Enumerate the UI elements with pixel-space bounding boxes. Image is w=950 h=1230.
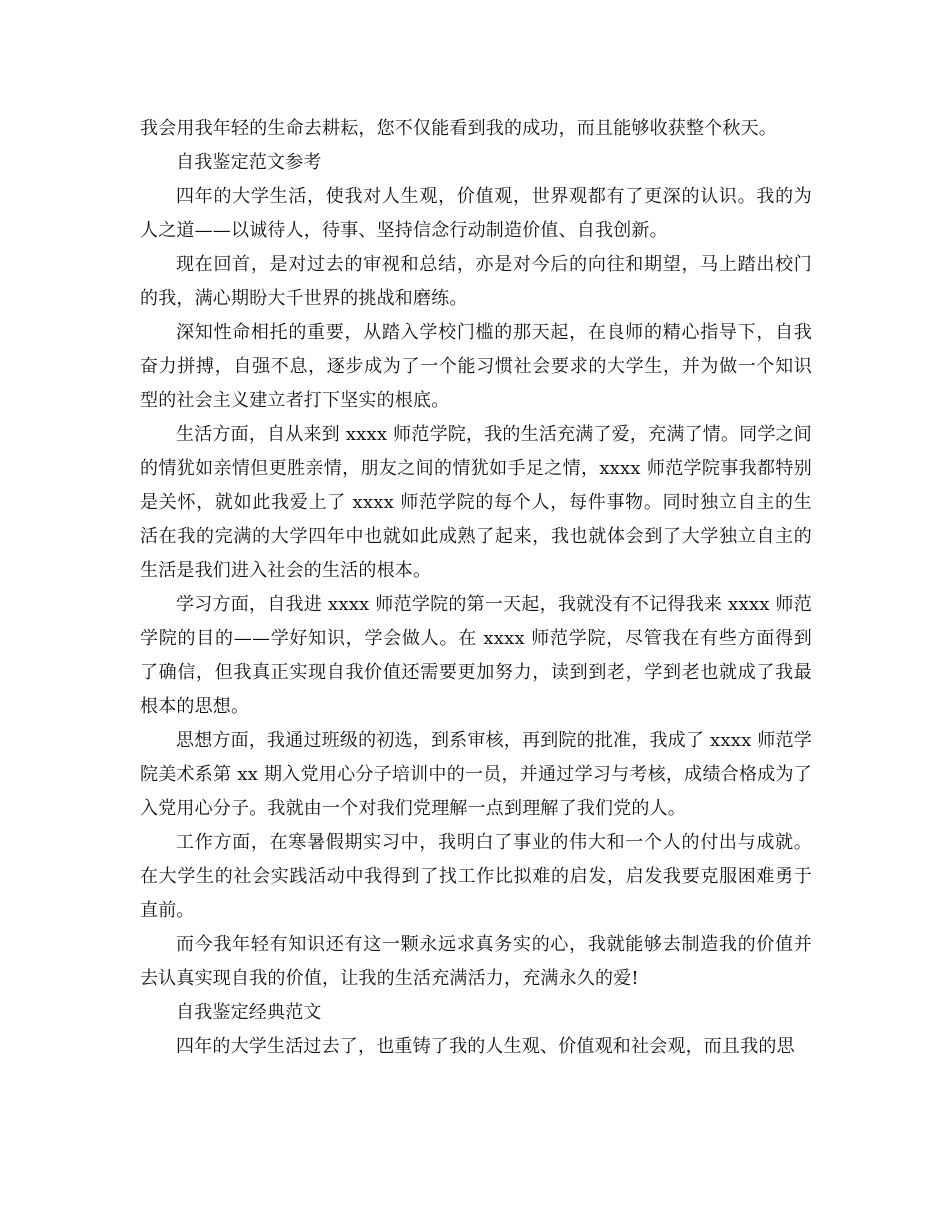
section-heading-classic: 自我鉴定经典范文: [176, 1002, 322, 1023]
document-body: [140, 112, 812, 1064]
paragraph-conclusion: 而今我年轻有知识还有这一颗永远求真务实的心，我就能够去制造我的价值并去认真实现自我的价值，让我的生活充满活力，充满永久的爱!: [140, 934, 812, 989]
paragraph-growth: 深知性命相托的重要，从踏入学校门槛的那天起，在良师的精心指导下，自我奋力拼搏，自强不息，逐步成为了一个能习惯社会要求的大学生，并为做一个知识型的社会主义建立者打下坚实的根底。: [140, 322, 812, 411]
paragraph-closing-line: 我会用我年轻的生命去耕耘，您不仅能看到我的成功，而且能够收获整个秋天。: [140, 118, 777, 139]
paragraph-life: 生活方面，自从来到 xxxx 师范学院，我的生活充满了爱，充满了情。同学之间的情犹如亲情但更胜亲情，朋友之间的情犹如手足之情，xxxx 师范学院事我都特别是关怀，就如此我爱上了 xxxx 师范学院的每个人，每件事物。同时独立自主的生活在我的完满的大学四年中也就如此成熟了起来，我也就体会到了大学独立自主的生活是我们进入社会的生活的根本。: [140, 424, 812, 581]
paragraph-work: 工作方面，在寒暑假期实习中，我明白了事业的伟大和一个人的付出与成就。在大学生的社会实践活动中我得到了找工作比拟难的启发，启发我要克服困难勇于直前。: [140, 832, 812, 921]
paragraph-thought: 思想方面，我通过班级的初选，到系审核，再到院的批准，我成了 xxxx 师范学院美术系第 xx 期入党用心分子培训中的一员，并通过学习与考核，成绩合格成为了入党用心分子。我就由一个对我们党理解一点到理解了我们党的人。: [140, 730, 812, 819]
section-heading-reference: 自我鉴定范文参考: [176, 152, 322, 173]
paragraph-study: 学习方面，自我进 xxxx 师范学院的第一天起，我就没有不记得我来 xxxx 师范学院的目的——学好知识，学会做人。在 xxxx 师范学院，尽管我在有些方面得到了确信，但我真正实现自我价值还需要更加努力，读到到老，学到老也就成了我最根本的思想。: [140, 594, 812, 717]
paragraph-intro: 四年的大学生活，使我对人生观，价值观，世界观都有了更深的认识。我的为人之道——以诚待人，待事、坚持信念行动制造价值、自我创新。: [140, 186, 812, 241]
paragraph-classic-intro: 四年的大学生活过去了，也重铸了我的人生观、价值观和社会观，而且我的思: [176, 1036, 795, 1057]
paragraph-reflection: 现在回首，是对过去的审视和总结，亦是对今后的向往和期望，马上踏出校门的我，满心期盼大千世界的挑战和磨练。: [140, 254, 812, 309]
